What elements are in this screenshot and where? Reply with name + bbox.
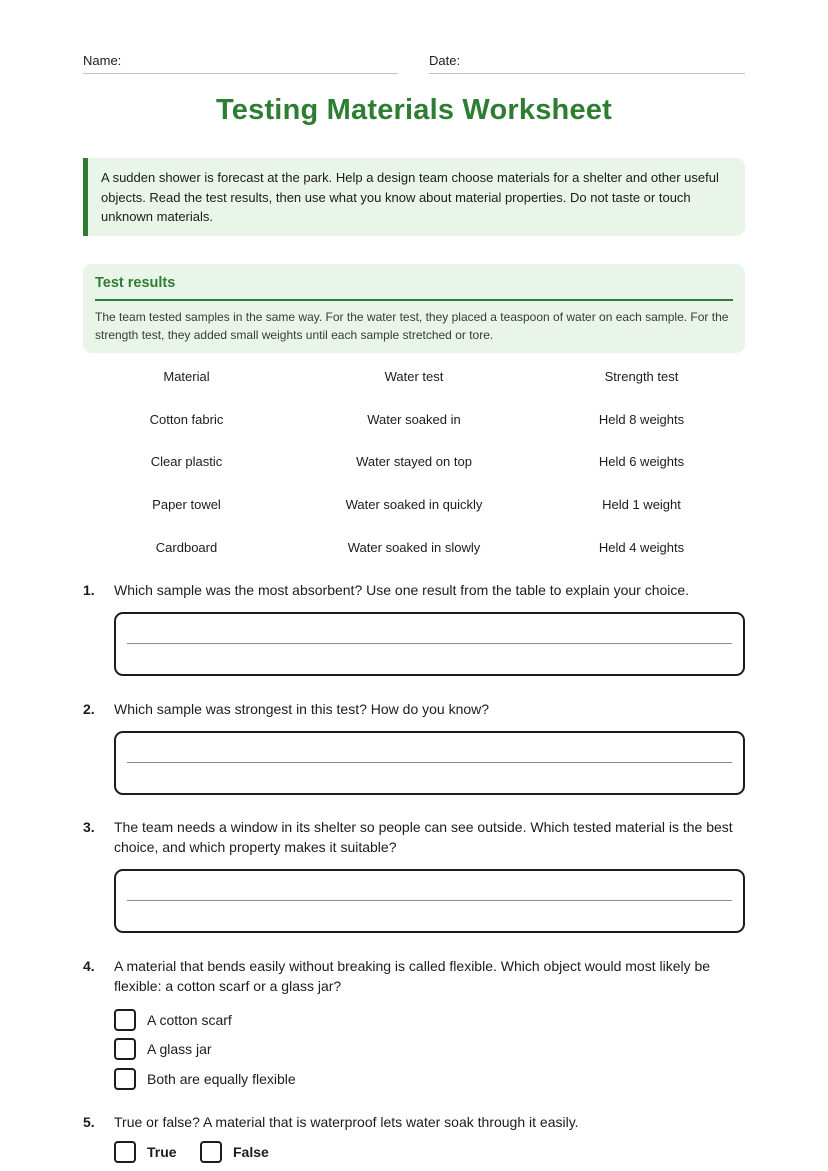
table-row <box>83 440 745 483</box>
question-text: The team needs a window in its shelter so people can see outside. Which tested material is the best choice, and which property makes it suitable? <box>114 819 733 855</box>
option-false[interactable] <box>200 1141 280 1165</box>
option-label: Both are equally flexible <box>147 1071 296 1087</box>
date-label: Date: <box>429 53 461 68</box>
option-label: True <box>147 1144 177 1160</box>
answer-box-2[interactable] <box>114 731 745 795</box>
option-label: False <box>233 1144 269 1160</box>
question-text: A material that bends easily without breaking is called flexible. Which object would most likely be flexible: a cotton scarf or a glass jar? <box>114 958 711 994</box>
test-results-description: The team tested samples in the same way. For the water test, they placed a teaspoon of water on each sample. For the strength test, they added small weights until each sample stretched or tore. <box>95 310 729 342</box>
checkbox[interactable] <box>114 1068 136 1090</box>
table-cell: Cardboard <box>155 539 218 555</box>
table-cell: Held 6 weights <box>598 454 685 470</box>
checkbox[interactable] <box>114 1009 136 1031</box>
checkbox[interactable] <box>114 1141 136 1163</box>
option-true[interactable] <box>114 1141 194 1165</box>
answer-box-3[interactable] <box>114 869 745 933</box>
option-label: A glass jar <box>147 1041 212 1057</box>
date-field[interactable] <box>429 52 745 74</box>
question-text: True or false? A material that is waterproof lets water soak through it easily. <box>114 1114 579 1130</box>
question-number: 3. <box>83 819 95 835</box>
table-row <box>83 483 745 526</box>
table-cell: Cotton fabric <box>149 411 224 427</box>
answer-box-1[interactable] <box>114 612 745 676</box>
worksheet-title: Testing Materials Worksheet <box>216 94 612 126</box>
question-text: Which sample was strongest in this test? How do you know? <box>114 701 490 717</box>
question-number: 5. <box>83 1114 95 1130</box>
table-cell: Held 8 weights <box>598 411 685 427</box>
option-label: A cotton scarf <box>147 1012 232 1028</box>
name-field[interactable] <box>83 52 398 74</box>
question-text: Which sample was the most absorbent? Use one result from the table to explain your choice. <box>114 582 690 598</box>
intro-callout: A sudden shower is forecast at the park. Help a design team choose materials for a shelter and other useful objects. Read the test results, then use what you know about material properties. Do not taste or touch unknown materials. <box>83 158 745 236</box>
test-results-divider <box>95 299 733 301</box>
table-cell: Paper towel <box>152 496 221 512</box>
table-row <box>83 398 745 441</box>
table-cell: Clear plastic <box>150 454 223 470</box>
table-cell: Held 1 weight <box>602 496 681 512</box>
table-cell: Water stayed on top <box>356 454 472 470</box>
question-number: 4. <box>83 958 95 974</box>
test-results-title: Test results <box>95 275 176 291</box>
table-header-row <box>83 355 745 398</box>
column-header: Material <box>163 368 210 384</box>
test-results-table <box>83 355 745 568</box>
table-cell: Held 4 weights <box>598 539 685 555</box>
answer-line <box>127 900 732 901</box>
checkbox[interactable] <box>114 1038 136 1060</box>
name-label: Name: <box>83 53 122 68</box>
answer-line <box>127 643 732 644</box>
table-cell: Water soaked in slowly <box>347 539 481 555</box>
column-header: Water test <box>384 368 444 384</box>
column-header: Strength test <box>604 368 679 384</box>
checkbox[interactable] <box>200 1141 222 1163</box>
test-results-box <box>83 264 745 353</box>
answer-line <box>127 762 732 763</box>
table-cell: Water soaked in <box>367 411 461 427</box>
table-cell: Water soaked in quickly <box>345 496 483 512</box>
question-number: 2. <box>83 701 95 717</box>
question-number: 1. <box>83 582 95 598</box>
table-row <box>83 526 745 569</box>
